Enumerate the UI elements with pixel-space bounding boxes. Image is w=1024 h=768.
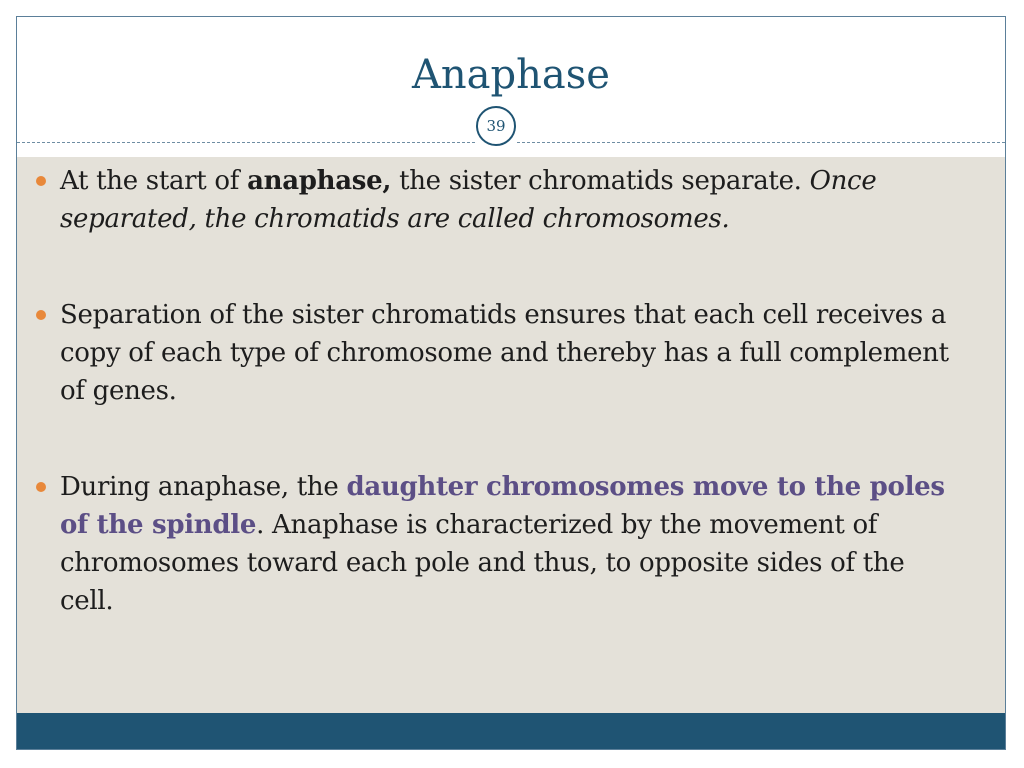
bullet-text: the sister chromatids separate. (391, 166, 810, 196)
footer-bar (17, 713, 1005, 749)
page-number-badge (470, 100, 522, 152)
bullet-item (36, 296, 956, 410)
slide-title: Anaphase (412, 52, 610, 98)
bullet-text: Separation of the sister chromatids ensures that each cell receives a copy of each type of chromosome and thereby has a full complement of genes. (60, 300, 949, 406)
bullet-dot-icon (36, 482, 46, 492)
bullet-list (36, 162, 956, 678)
bullet-dot-icon (36, 176, 46, 186)
bullet-item (36, 468, 956, 620)
bullet-text: During anaphase, the (60, 472, 347, 502)
bullet-item (36, 162, 956, 238)
bullet-italic-text: Once separated, the chromatids are called chromosomes. (60, 166, 877, 234)
bullet-accent-text: daughter chromosomes move to the poles of the spindle (60, 472, 945, 540)
bullet-text: . Anaphase is characterized by the movement of chromosomes toward each pole and thus, to opposite sides of the cell. (60, 510, 905, 616)
page-number: 39 (476, 106, 516, 146)
bullet-text: At the start of (60, 166, 248, 196)
bullet-bold-term: anaphase, (247, 166, 392, 196)
bullet-dot-icon (36, 310, 46, 320)
